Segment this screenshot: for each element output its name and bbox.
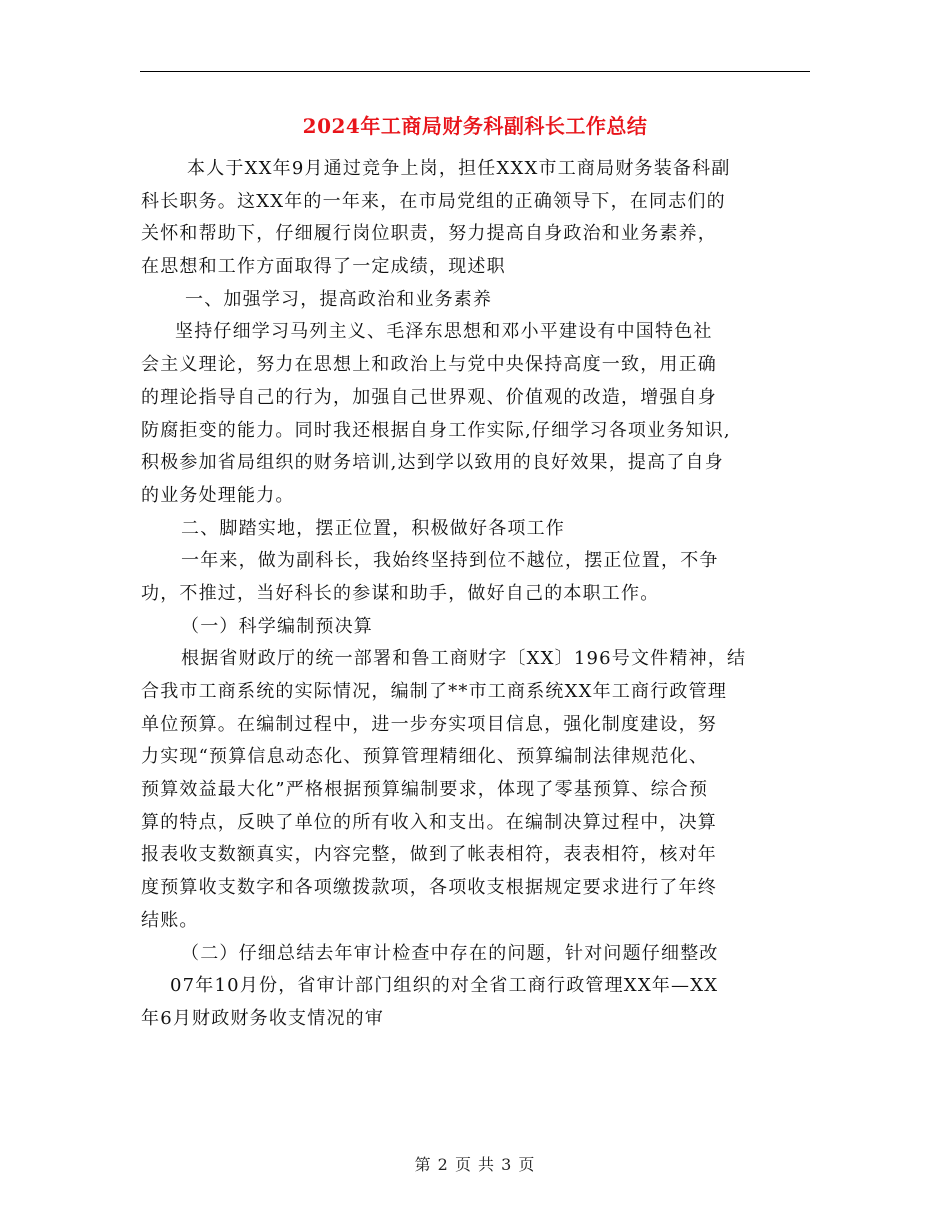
paragraph-line: 07年10月份，省审计部门组织的对全省工商行政管理XX年—XX	[170, 975, 719, 997]
paragraph-line: 根据省财政厅的统一部署和鲁工商财字〔XX〕196号文件精神，结	[181, 648, 747, 670]
paragraph-line: 报表收支数额真实，内容完整，做到了帐表相符，表表相符，核对年	[141, 844, 717, 866]
paragraph-line: 的业务处理能力。	[141, 484, 295, 506]
header-rule	[140, 71, 810, 72]
paragraph-line: 结账。	[141, 909, 199, 931]
section-heading: 二、脚踏实地，摆正位置，积极做好各项工作	[181, 517, 565, 539]
paragraph-line: 功，不推过，当好科长的参谋和助手，做好自己的本职工作。	[141, 582, 660, 604]
paragraph-line: 度预算收支数字和各项缴拨款项，各项收支根据规定要求进行了年终	[141, 877, 717, 899]
paragraph-line: 会主义理论，努力在思想上和政治上与党中央保持高度一致，用正确	[141, 354, 717, 376]
section-heading: 一、加强学习，提高政治和业务素养	[185, 288, 493, 310]
subsection-heading: （二）仔细总结去年审计检查中存在的问题，针对问题仔细整改	[181, 942, 719, 964]
paragraph-line: 关怀和帮助下，仔细履行岗位职责，努力提高自身政治和业务素养，	[141, 223, 717, 245]
paragraph-line: 预算效益最大化”严格根据预算编制要求，体现了零基预算、综合预	[141, 779, 709, 801]
document-title: 2024年工商局财务科副科长工作总结	[302, 114, 648, 138]
paragraph-line: 积极参加省局组织的财务培训,达到学以致用的良好效果，提高了自身	[141, 452, 724, 474]
paragraph-line: 科长职务。这XX年的一年来，在市局党组的正确领导下，在同志们的	[141, 190, 726, 212]
paragraph-line: 合我市工商系统的实际情况，编制了**市工商系统XX年工商行政管理	[141, 681, 728, 702]
paragraph-line: 力实现“预算信息动态化、预算管理精细化、预算编制法律规范化、	[141, 746, 709, 768]
paragraph-line: 在思想和工作方面取得了一定成绩，现述职	[141, 256, 506, 278]
paragraph-line: 的理论指导自己的行为，加强自己世界观、价值观的改造，增强自身	[141, 386, 717, 408]
paragraph-line: 防腐拒变的能力。同时我还根据自身工作实际,仔细学习各项业务知识,	[141, 419, 731, 441]
paragraph-line: 本人于XX年9月通过竞争上岗，担任XXX市工商局财务装备科副	[187, 158, 731, 179]
subsection-heading: （一）科学编制预决算	[181, 615, 373, 637]
page-number-footer: 第 2 页 共 3 页	[414, 1155, 536, 1174]
paragraph-line: 一年来，做为副科长，我始终坚持到位不越位，摆正位置，不争	[181, 550, 719, 572]
document-body	[141, 153, 811, 1036]
paragraph-line: 算的特点，反映了单位的所有收入和支出。在编制决算过程中，决算	[141, 811, 717, 833]
paragraph-line: 坚持仔细学习马列主义、毛泽东思想和邓小平建设有中国特色社	[175, 321, 713, 343]
paragraph-line: 年6月财政财务收支情况的审	[141, 1007, 385, 1029]
paragraph-line: 单位预算。在编制过程中，进一步夯实项目信息，强化制度建设，努	[141, 713, 717, 735]
